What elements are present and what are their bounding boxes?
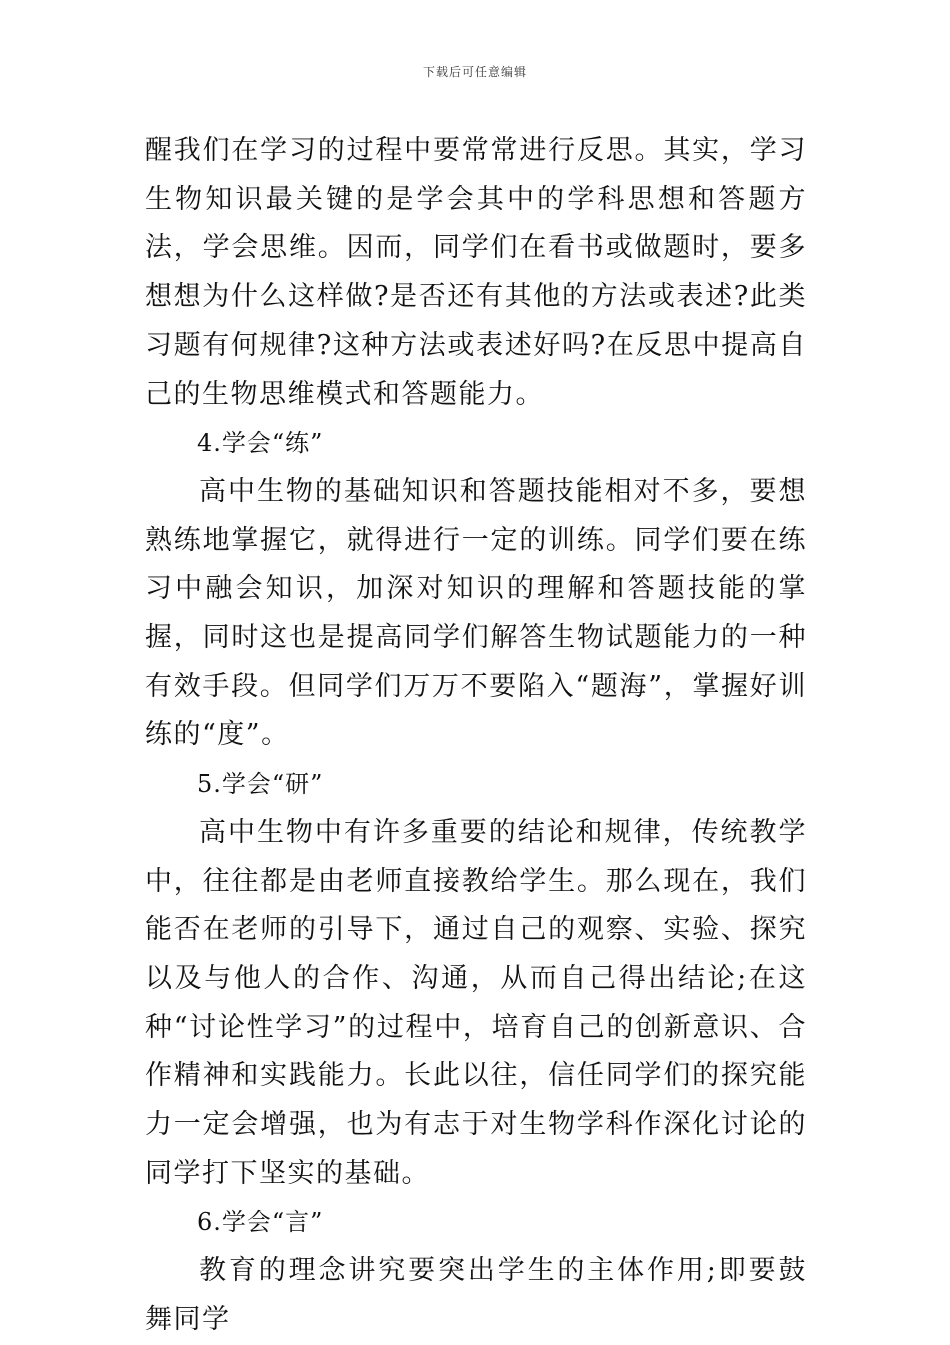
- document-body: [145, 127, 807, 1345]
- section-heading-research: 5.学会“研”: [197, 770, 324, 799]
- section-heading-practice: 4.学会“练”: [197, 429, 324, 458]
- paragraph-research: 高中生物中有许多重要的结论和规律，传统教学中，往往都是由老师直接教给学生。那么现在，我们能否在老师的引导下，通过自己的观察、实验、探究以及与他人的合作、沟通，从而自己得出结论;在这种“讨论性学习”的过程中，培育自己的创新意识、合作精神和实践能力。长此以往，信任同学们的探究能力一定会增强，也为有志于对生物学科作深化讨论的同学打下坚实的基础。: [145, 816, 807, 1189]
- paragraph-reflection: 醒我们在学习的过程中要常常进行反思。其实，学习生物知识最关键的是学会其中的学科思想和答题方法，学会思维。因而，同学们在看书或做题时，要多想想为什么这样做?是否还有其他的方法或表述?此类习题有何规律?这种方法或表述好吗?在反思中提高自己的生物思维模式和答题能力。: [145, 135, 807, 410]
- section-heading-speak: 6.学会“言”: [197, 1208, 324, 1237]
- page-header: 下载后可任意编辑: [422, 65, 527, 79]
- paragraph-speak: 教育的理念讲究要突出学生的主体作用;即要鼓舞同学: [145, 1255, 807, 1335]
- paragraph-practice: 高中生物的基础知识和答题技能相对不多，要想熟练地掌握它，就得进行一定的训练。同学们要在练习中融会知识，加深对知识的理解和答题技能的掌握，同时这也是提高同学们解答生物试题能力的一种有效手段。但同学们万万不要陷入“题海”，掌握好训练的“度”。: [145, 475, 807, 751]
